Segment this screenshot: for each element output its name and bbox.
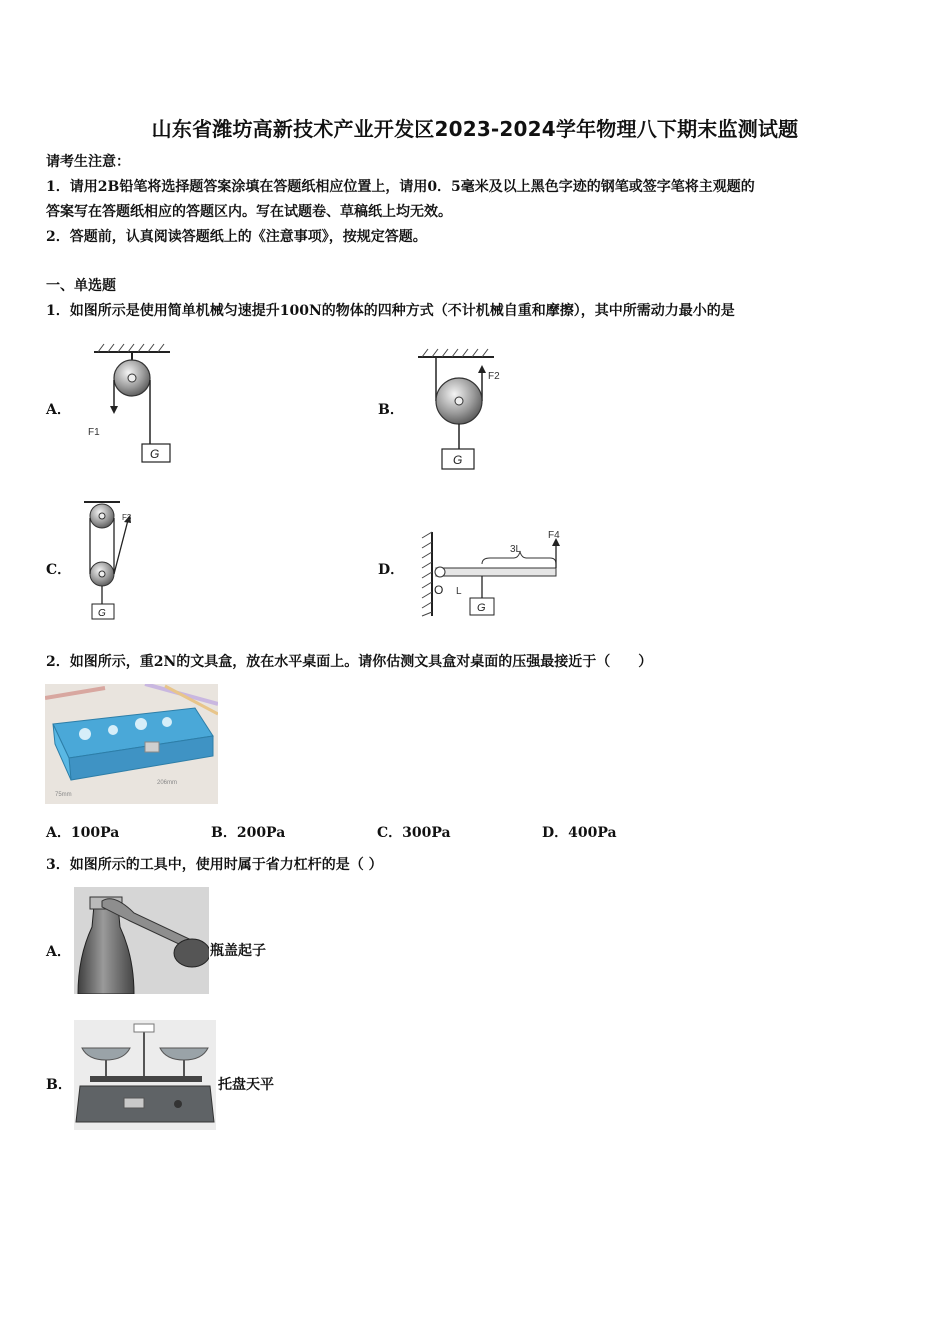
q1-option-c-letter: C． (46, 562, 72, 578)
q1b-force-label: F2 (488, 371, 500, 382)
question-3-stem: 3．如图所示的工具中，使用时属于省力杠杆的是（ ） (46, 857, 383, 873)
q1d-long-arm-label: 3L (510, 544, 522, 555)
page-title: 山东省潍坊高新技术产业开发区2023-2024学年物理八下期末监测试题 (151, 117, 799, 141)
question-1-stem: 1．如图所示是使用简单机械匀速提升100N的物体的四种方式（不计机械自重和摩擦），其中所需动力最小的是 (46, 303, 735, 319)
q2-pencil-box-photo (45, 684, 218, 804)
q1b-weight-label: G (453, 453, 463, 467)
q2-option-a[interactable]: A．100Pa (46, 825, 120, 841)
q3-option-b-letter[interactable]: B． (46, 1077, 72, 1093)
q1a-force-label: F1 (88, 427, 100, 438)
q2-option-c[interactable]: C．300Pa (377, 825, 451, 841)
q1d-short-arm-label: L (456, 586, 462, 597)
q1-figure-c-pulley-block (80, 496, 150, 622)
q2-width-dimension: 75mm (55, 792, 72, 798)
q3-bottle-opener-photo (74, 887, 209, 994)
q1d-weight-label: G (477, 602, 486, 614)
q1-figure-a-fixed-pulley (80, 340, 180, 466)
q3-balance-scale-photo (74, 1020, 216, 1130)
q3-option-a-caption: 瓶盖起子 (210, 943, 266, 959)
q1a-weight-label: G (150, 447, 160, 461)
notice-line-1: 1．请用2B铅笔将选择题答案涂填在答题纸相应位置上，请用0．5毫米及以上黑色字迹的钢笔或签字笔将主观题的 (46, 179, 755, 195)
q2-option-d[interactable]: D．400Pa (542, 825, 617, 841)
q1-option-d-letter: D． (378, 562, 405, 578)
q3-option-a-letter[interactable]: A． (46, 944, 71, 960)
q2-option-b[interactable]: B．200Pa (211, 825, 286, 841)
q1c-weight-label: G (98, 608, 106, 619)
q1-figure-b-movable-pulley (410, 345, 520, 471)
q1d-fulcrum-label: O (434, 583, 444, 597)
notice-line-2: 答案写在答题纸相应的答题区内。写在试题卷、草稿纸上均无效。 (46, 204, 452, 220)
notice-heading: 请考生注意： (46, 154, 130, 170)
q1-option-a-letter: A． (46, 402, 71, 418)
q1c-force-label: F3 (122, 513, 132, 522)
q1d-force-label: F4 (548, 530, 560, 541)
notice-line-3: 2．答题前，认真阅读答题纸上的《注意事项》，按规定答题。 (46, 229, 427, 245)
q3-option-b-caption: 托盘天平 (218, 1077, 274, 1093)
q1-option-b-letter: B． (378, 402, 404, 418)
question-2-stem: 2．如图所示，重2N的文具盒，放在水平桌面上。请你估测文具盒对桌面的压强最接近于（ ） (46, 654, 653, 670)
section-heading: 一、单选题 (46, 278, 116, 294)
q1-figure-d-lever (414, 528, 574, 620)
q2-length-dimension: 206mm (157, 780, 178, 786)
